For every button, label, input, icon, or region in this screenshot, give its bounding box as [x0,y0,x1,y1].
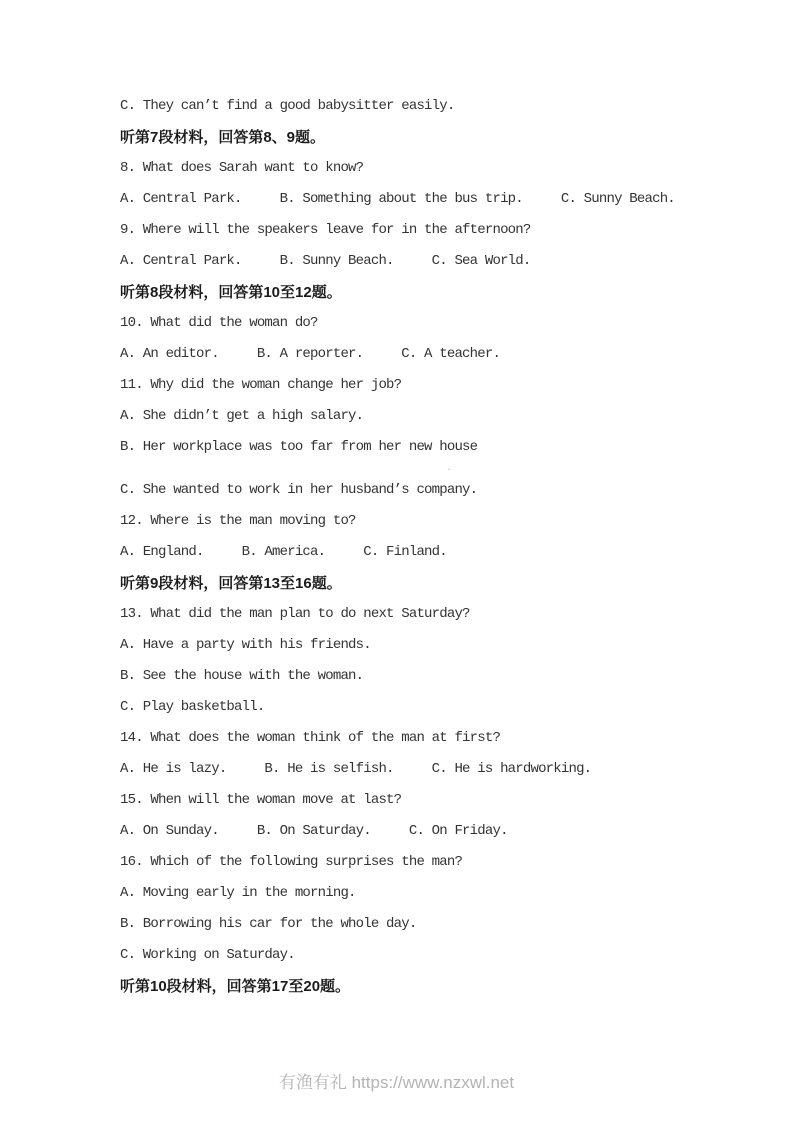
watermark-text: 有渔有礼 https://www.nzxwl.net [278,1073,515,1092]
exam-text-line: A. Moving early in the morning. [120,885,356,901]
exam-text-line: C. Play basketball. [120,699,265,715]
section-header: 听第10段材料，回答第17至20题。 [120,978,351,995]
exam-text-line: 16. Which of the following surprises the man? [120,854,463,870]
exam-text-line: 9. Where will the speakers leave for in the afternoon? [120,222,531,238]
exam-text-line: B. Her workplace was too far from her new house [120,439,478,455]
exam-text-line: A. On Sunday. B. On Saturday. C. On Friday. [120,823,508,839]
exam-text-line: A. Central Park. B. Sunny Beach. C. Sea World. [120,253,531,269]
exam-text-line: C. She wanted to work in her husband’s company. [120,482,478,498]
exam-text-line: A. England. B. America. C. Finland. [120,544,447,560]
exam-text-line: B. See the house with the woman. [120,668,364,684]
exam-text-line: 15. When will the woman move at last? [120,792,402,808]
exam-text-line: B. Borrowing his car for the whole day. [120,916,417,932]
exam-text-line: A. Have a party with his friends. [120,637,371,653]
section-header: 听第8段材料，回答第10至12题。 [120,284,342,301]
exam-text-line: 10. What did the woman do? [120,315,318,331]
exam-text-line: A. She didn’t get a high salary. [120,408,364,424]
exam-document [120,97,720,1008]
exam-text-line: A. Central Park. B. Something about the bus trip. C. Sunny Beach. [120,191,675,207]
exam-text-line: C. They can’t find a good babysitter easily. [120,98,455,114]
exam-text-line: C. Working on Saturday. [120,947,295,963]
exam-text-line: A. He is lazy. B. He is selfish. C. He is hardworking. [120,761,592,777]
exam-text-line: 11. Why did the woman change her job? [120,377,402,393]
watermark-footer [0,1068,793,1093]
exam-text-line: 13. What did the man plan to do next Saturday? [120,606,470,622]
exam-text-line: 12. Where is the man moving to? [120,513,356,529]
section-header: 听第9段材料，回答第13至16题。 [120,575,342,592]
exam-text-line: 14. What does the woman think of the man at first? [120,730,501,746]
section-header: 听第7段材料，回答第8、9题。 [120,129,326,146]
exam-text-line: 8. What does Sarah want to know? [120,160,364,176]
stray-mark: . [446,463,452,473]
exam-text-line: A. An editor. B. A reporter. C. A teacher. [120,346,501,362]
